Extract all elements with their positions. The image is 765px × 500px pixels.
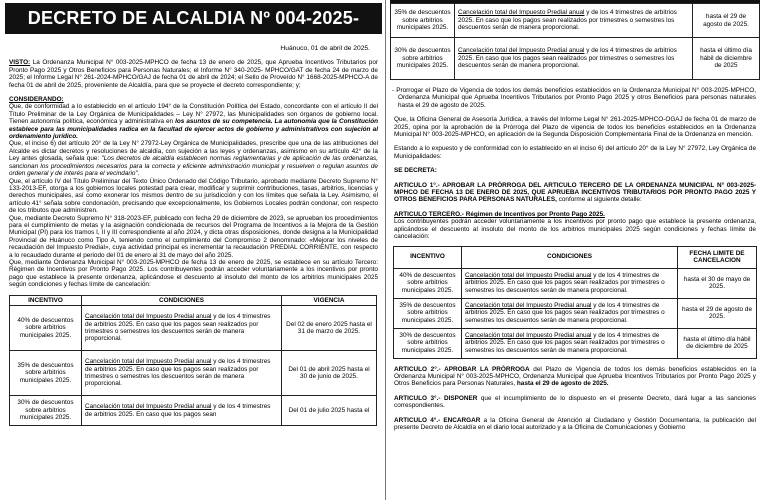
articulo-3: ARTICULO 3°.- DISPONER que el incumplimiento de lo dispuesto en el presente Decreto, dará lugar a las sanciones correspondientes. <box>394 394 756 410</box>
limite-cell: hasta el 30 de mayo de 2025. <box>678 268 757 298</box>
considerando-p1: Que, de conformidad a lo establecido en el artículo 194° de la Constitución Política del Estado, concordante con el artículo II del Título Preliminar de la Ley Orgánica de Municipalidades – Ley N° 27972, las Municipalidades son órganos de gobierno local. Tienen autonomía política, económica y administrativa en los asuntos de su competencia. La autonomía que la Constitución establece para las municipalidades radica en la facultad de ejercer actos de gobierno y administrativos con sujeción al ordenamiento jurídico. <box>9 103 378 141</box>
condiciones-cell: Cancelación total del Impuesto Predial anual y de los 4 trimestres de arbitrios 2025. En caso que los pagos sean realizados por trimestres o semestres los descuentos serán de manera proporcional. <box>82 351 282 396</box>
incentivo-cell: 30% de descuentos sobre arbitrios municipales 2025. <box>394 328 462 358</box>
incentivo-cell: 40% de descuentos sobre arbitrios municipales 2025. <box>10 306 82 351</box>
condiciones-cell: Cancelación total del Impuesto Predial anual y de los 4 trimestres de arbitrios 2025. En caso que los pagos sean realizados por trimestres o semestres los descuentos serán de manera proporcional. <box>455 4 693 38</box>
articulo-tercero-heading: ARTICULO TERCERO.- Régimen de Incentivos por Pronto Pago 2025. <box>394 210 605 218</box>
column-divider <box>385 0 386 500</box>
visto-paragraph <box>9 59 378 89</box>
considerando-p4: Que, mediante Decreto Supremo N° 318-2023-EF, publicado con fecha 29 de diciembre de 2023, se aprueban los procedimientos para el cumplimiento de metas y la asignación condicionada de recursos del Programa de Incentivos a la Mejora de la Gestión Municipal (PI) para los tramos I, II y III correspondiente al año 2024, y dicta otras disposiciones, donde designa a la Municipalidad Provincial de Huánuco como Tipo A, teniendo como el cumplimiento del Compromiso 2 denominado: «Mejorar los niveles de recaudación del Impuesto Predial», cuya actividad principal es incrementar la recaudación PREDIAL CORRIENTE, con respecto a lo recaudado durante el periodo del 01 de enero al 31 de mayo del año 2025. <box>9 214 378 259</box>
decree-title: DECRETO DE ALCALDIA Nº 004-2025-MPHCO/A <box>5 3 382 34</box>
condiciones-cell: Cancelación total del Impuesto Predial anual y de los 4 trimestres de arbitrios 2025. En caso que los pagos sean realizados por trimestres o semestres los descuentos serán de manera proporcional. <box>462 298 678 328</box>
considerando-p5: Que, mediante Ordenanza Municipal N° 003-2025-MPHCO de fecha 13 de enero de 2025, se establece en su artículo Tercero: Régimen de Incentivos por Pronto Pago 2025. Los contribuyentes podrán acceder voluntariamente a los incentivos por pronto pago que establece la presente ordenanza, aplicándose el descuento al insoluto del monto de los arbitrios municipales 2025 según condiciones y fechas límite de cancelación: <box>9 258 378 289</box>
condiciones-cell: Cancelación total del Impuesto Predial anual y de los 4 trimestres de arbitrios 2025. En caso que los pagos sean realizados por trimestres o semestres los descuentos serán de manera proporcional. <box>462 268 678 298</box>
incentivo-cell: 40% de descuentos sobre arbitrios municipales 2025. <box>394 268 462 298</box>
table-row <box>10 306 377 351</box>
estando-paragraph: Estando a lo expuesto y de conformidad con lo establecido en el inciso 6) del artículo 20° de la Ley N° 27972, Ley Orgánica de Municipalidades: <box>394 145 756 160</box>
col-header-fecha-limite: FECHA LIMITE DE CANCELACION <box>678 246 757 268</box>
articulo-4: ARTICULO 4°.- ENCARGAR a la Oficina General de Atención al Ciudadano y Gestión Documentaria, la publicación del presente Decreto de Alcaldía en el diario local autorizado y a la Oficina de Comunicaciones y Gobierno <box>394 416 756 431</box>
incentivo-cell: 30% de descuentos sobre arbitrios municipales 2025. <box>10 396 82 426</box>
col-header-condiciones: CONDICIONES <box>462 246 678 268</box>
limite-cell: hasta el último día hábil de diciembre de 2025 <box>693 38 760 80</box>
incentivo-cell: 35% de descuentos sobre arbitrios municipales 2025. <box>10 351 82 396</box>
col-header-incentivo: INCENTIVO <box>394 246 462 268</box>
incentivo-cell: 30% de descuentos sobre arbitrios municipales 2025. <box>391 38 455 80</box>
considerando-p2: Que, el inciso 6) del artículo 20° de la Ley N° 27972-Ley Orgánica de Municipalidades, prescribe que una de las atribuciones del Alcalde es dictar decretos y resoluciones de alcaldía, con sujeción a las leyes y ordenanzas, asimismo en su artículo 42° de la Ley antes glosada, señala que: "Los decretos de alcaldía establecen normas reglamentarias y de aplicación de las ordenanzas, sancionan los procedimientos necesarios para la correcta y eficiente administración municipal y resuelven o regulan asuntos de orden general y de interés para el vecindario". <box>9 140 378 178</box>
considerando-p3: Que, el artículo IV del Título Preliminar del Texto Único Ordenado del Código Tributario, aprobado mediante Decreto Supremo N° 133-2013-EF, otorga a los gobiernos locales potestad para crear, modificar y suprimir contribuciones, tasas, arbitrios, licencias y derechos municipales, así como exonerar los mismos dentro de su jurisdicción y con los límites que señala la Ley. Asimismo, el artículo 41° señala sobre condonación, precisando que excepcionalmente, los Gobiernos Locales podrán condonar, con respecto de los tributos que administren. <box>9 177 378 215</box>
visto-text: La Ordenanza Municipal N° 003-2025-MPHCO de fecha 13 de enero de 2025, que Aprueba Incentivos Tributarios por Pronto Pago 2025 y Otros Beneficios para Personas Naturales; el Informe N° 340-2025- MPHCO/GAT de fecha 24 de marzo de 2025; el Informe Legal N° 261-2024-MPHCO/GAJ de fecha 01 de abril de 2024; el Sello de Proveído N° 1668-2025-MPHCO-A de fecha 01 de abril de 2025, proveniente de Alcaldía, para que se proyecte el decreto correspondiente; y; <box>9 59 378 89</box>
table-header-row <box>10 295 377 305</box>
vigencia-cell: Del 02 de enero 2025 hasta el 31 de marzo de 2025. <box>282 306 377 351</box>
vigencia-cell: Del 01 de abril 2025 hasta el 30 de junio de 2025. <box>282 351 377 396</box>
incentives-table-continued <box>390 3 760 80</box>
incentivo-cell: 35% de descuentos sobre arbitrios municipales 2025. <box>394 298 462 328</box>
table-row <box>394 328 757 358</box>
table-row <box>10 351 377 396</box>
left-column <box>3 0 384 500</box>
condiciones-cell: Cancelación total del Impuesto Predial anual y de los 4 trimestres de arbitrios 2025. En caso que los pagos sean realizados por trimestres o semestres los descuentos serán de manera proporcional. <box>462 328 678 358</box>
table-row <box>391 4 760 38</box>
vigencia-cell: Del 01 de julio 2025 hasta el <box>282 396 377 426</box>
condiciones-cell: Cancelación total del Impuesto Predial anual y de los 4 trimestres de arbitrios 2025. En caso que los pagos sean <box>82 396 282 426</box>
incentivo-cell: 35% de descuentos sobre arbitrios municipales 2025. <box>391 4 455 38</box>
table-row <box>394 268 757 298</box>
articulo-1: ARTICULO 1°.- APROBAR LA PRÓRROGA DEL ARTICULO TERCERO DE LA ORDENANZA MUNICIPAL N° 003-2025-MPHCO DE FECHA 13 DE ENERO DE 2025, QUE APRUEBA INCENTIVOS TRIBUTARIOS POR PRONTO PAGO 2025 Y OTROS BENEFICIOS PARA PERSONAS NATURALES, conforme al siguiente detalle: <box>394 181 756 204</box>
col-header-condiciones: CONDICIONES <box>82 295 282 305</box>
asesoria-paragraph: Que, la Oficina General de Asesoría Jurídica, a través del Informe Legal N° 261-2025-MPHCO-OGAJ de fecha 01 de marzo de 2025, opina por la aprobación de la Prórroga del Plazo de vigencia de todos los beneficios establecidos en la Ordenanza Municipal N° 003-2025-MPHCO, en aplicación de la Segunda Disposición Complementaria Final de la Ordenanza en mención. <box>394 116 756 139</box>
visto-label: VISTO: <box>9 59 31 67</box>
table-row <box>394 298 757 328</box>
table-row <box>391 38 760 80</box>
table-header-row <box>394 246 757 268</box>
se-decreta-heading: SE DECRETA: <box>394 167 437 175</box>
articulo-tercero-text: Los contribuyentes podrán acceder voluntariamente a los incentivos por pronto pago que establece la presente ordenanza, aplicándose el descuento al insoluto del monto de los arbitrios municipales 2025 según condiciones y fechas límite de cancelación: <box>394 218 756 241</box>
right-column <box>388 0 762 500</box>
condiciones-cell: Cancelación total del Impuesto Predial anual y de los 4 trimestres de arbitrios 2025. En caso que los pagos sean realizados por trimestres o semestres los descuentos serán de manera proporcional. <box>455 38 693 80</box>
limite-cell: hasta el 29 de agosto de 2025. <box>678 298 757 328</box>
articulo-2: ARTICULO 2°.- APROBAR LA PRÓRROGA del Plazo de Vigencia de todos los demás beneficios establecidos en la Ordenanza Municipal N° 003-2025-MPHCO, Ordenanza Municipal que Aprueba Incentivos Tributarios por Pronto Pago 2025 y Otros Beneficios para Personas Naturales, hasta el 29 de agosto de 2025. <box>394 365 756 388</box>
incentives-table-left <box>9 295 377 426</box>
decree-date: Huánuco, 01 de abril de 2025. <box>280 45 370 52</box>
incentives-table-right <box>393 246 757 359</box>
table-row <box>10 396 377 426</box>
col-header-incentivo: INCENTIVO <box>10 295 82 305</box>
limite-cell: hasta el 29 de agosto de 2025. <box>693 4 760 38</box>
limite-cell: hasta el último día hábil de diciembre de 2025 <box>678 328 757 358</box>
condiciones-cell: Cancelación total del Impuesto Predial anual y de los 4 trimestres de arbitrios 2025. En caso que los pagos sean realizados por trimestres o semestres los descuentos serán de manera proporcional. <box>82 306 282 351</box>
considerando-heading: CONSIDERANDO: <box>9 96 64 104</box>
col-header-vigencia: VIGENCIA <box>282 295 377 305</box>
prorroga-bullet: - Prorrogar el Plazo de Vigencia de todos los demás beneficios establecidos en la Ordenanza Municipal N° 003-2025-MPHCO, Ordenanza Municipal que Aprueba Incentivos Tributarios por Pronto Pago 2025 y otros Beneficios para personas naturales hasta el 29 de agosto de 2025. <box>392 87 757 109</box>
